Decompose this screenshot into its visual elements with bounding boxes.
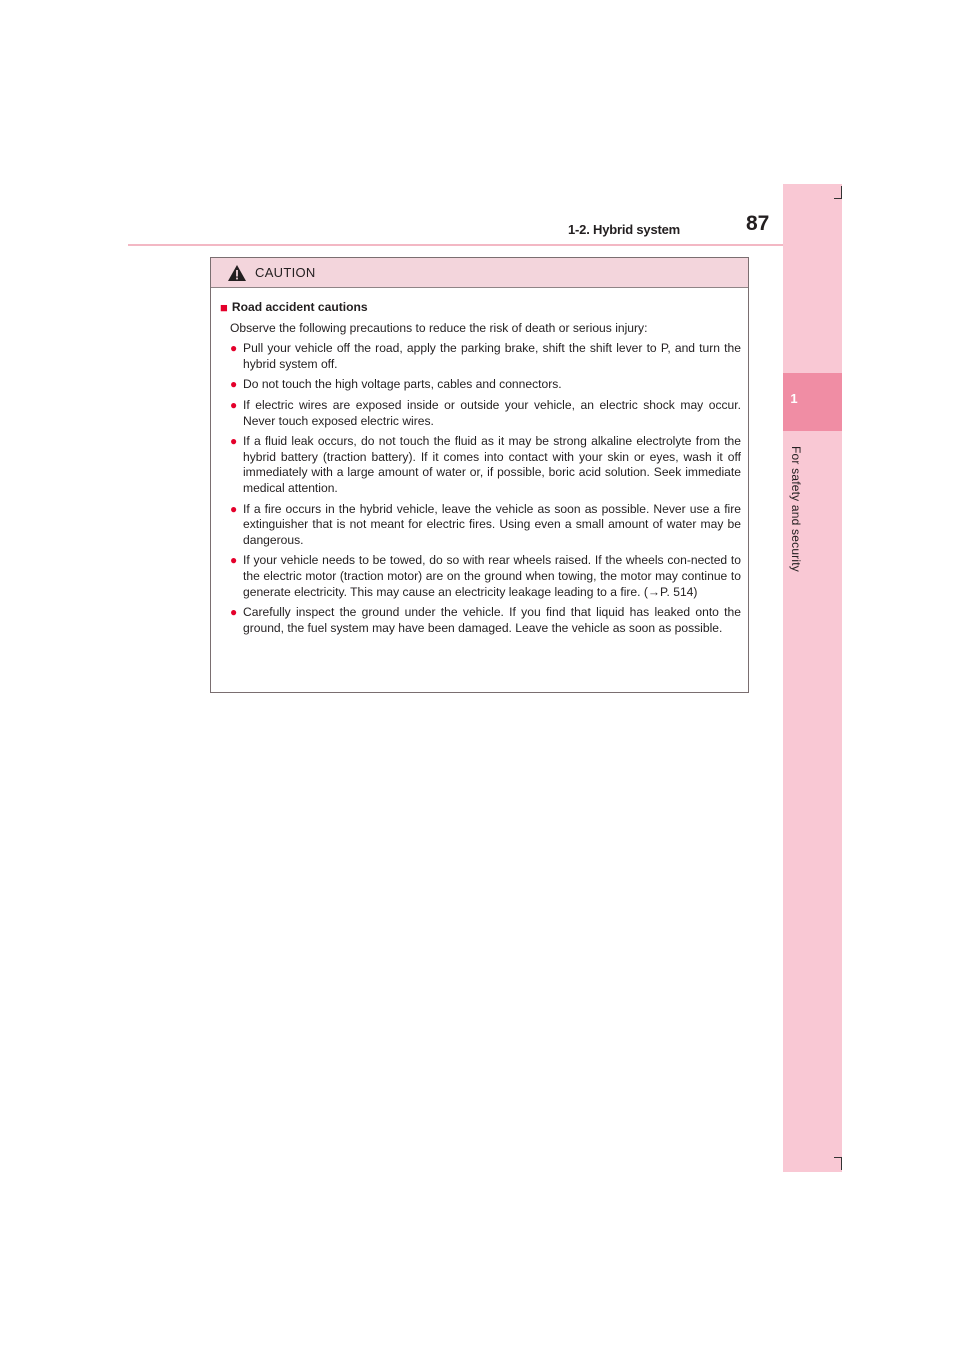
- caution-box: [210, 257, 749, 693]
- caution-header: [211, 258, 748, 288]
- list-item-text: Pull your vehicle off the road, apply the parking brake, shift the shift lever to P, and turn the hybrid system off.: [243, 341, 741, 371]
- crop-mark-bottom-tick: [834, 1157, 842, 1158]
- list-item-text: If electric wires are exposed inside or outside your vehicle, an electric shock may occur. Never touch exposed electric wires.: [243, 397, 741, 428]
- list-item: [220, 398, 741, 429]
- list-item-text: If a fire occurs in the hybrid vehicle, leave the vehicle as soon as possible. Never use a fire extinguisher that is not meant for electric fires. Using even a small amount of water may be dangerous.: [243, 501, 741, 547]
- list-item-text: Carefully inspect the ground under the vehicle. If you find that liquid has leaked onto the ground, the fuel system may have been damaged. Leave the vehicle as soon as possible.: [243, 605, 741, 635]
- list-item: [220, 341, 741, 372]
- list-item: [220, 502, 741, 549]
- caution-body: [211, 288, 748, 636]
- crop-mark-bottom: [841, 1157, 842, 1170]
- caution-list: [220, 341, 741, 636]
- chapter-side-tab: [783, 184, 842, 1172]
- chapter-number: 1: [790, 391, 798, 406]
- caution-intro: Observe the following precautions to reduce the risk of death or serious injury:: [230, 320, 648, 335]
- caution-subheading: [220, 300, 741, 316]
- list-item-text: If a fluid leak occurs, do not touch the fluid as it may be strong alkaline electrolyte from the hybrid battery (traction battery). If it comes into contact with your skin or eyes, wash it off immediately with a large amount of water or, if possible, boric acid solution. Seek immediate medical attention.: [243, 434, 741, 495]
- warning-triangle-icon: [227, 264, 247, 282]
- section-title: 1-2. Hybrid system: [568, 222, 681, 237]
- bullet-icon: ●: [230, 397, 238, 412]
- bullet-icon: ●: [230, 553, 238, 568]
- list-item-text: If your vehicle needs to be towed, do so with rear wheels raised. If the wheels con-nected to the electric motor (traction motor) are on the ground when towing, the motor may continue to generate electricity. This may cause an electricity leakage leading to a fire. (→P. 514): [243, 553, 741, 599]
- bullet-icon: ●: [230, 605, 238, 620]
- list-item: [220, 434, 741, 496]
- square-bullet-icon: ■: [220, 300, 228, 315]
- subheading-text: Road accident cautions: [231, 300, 368, 314]
- bullet-icon: ●: [230, 377, 238, 392]
- list-item: [220, 605, 741, 636]
- crop-mark-top-tick: [834, 198, 842, 199]
- page-number: 87: [746, 212, 770, 235]
- bullet-icon: ●: [230, 434, 238, 449]
- list-item: [220, 553, 741, 600]
- chapter-title: For safety and security: [789, 446, 803, 572]
- header-rule: [128, 244, 842, 246]
- list-item-text: Do not touch the high voltage parts, cables and connectors.: [243, 377, 562, 392]
- list-item: [220, 377, 741, 393]
- bullet-icon: ●: [230, 501, 238, 516]
- bullet-icon: ●: [230, 341, 238, 356]
- caution-label: CAUTION: [255, 265, 316, 280]
